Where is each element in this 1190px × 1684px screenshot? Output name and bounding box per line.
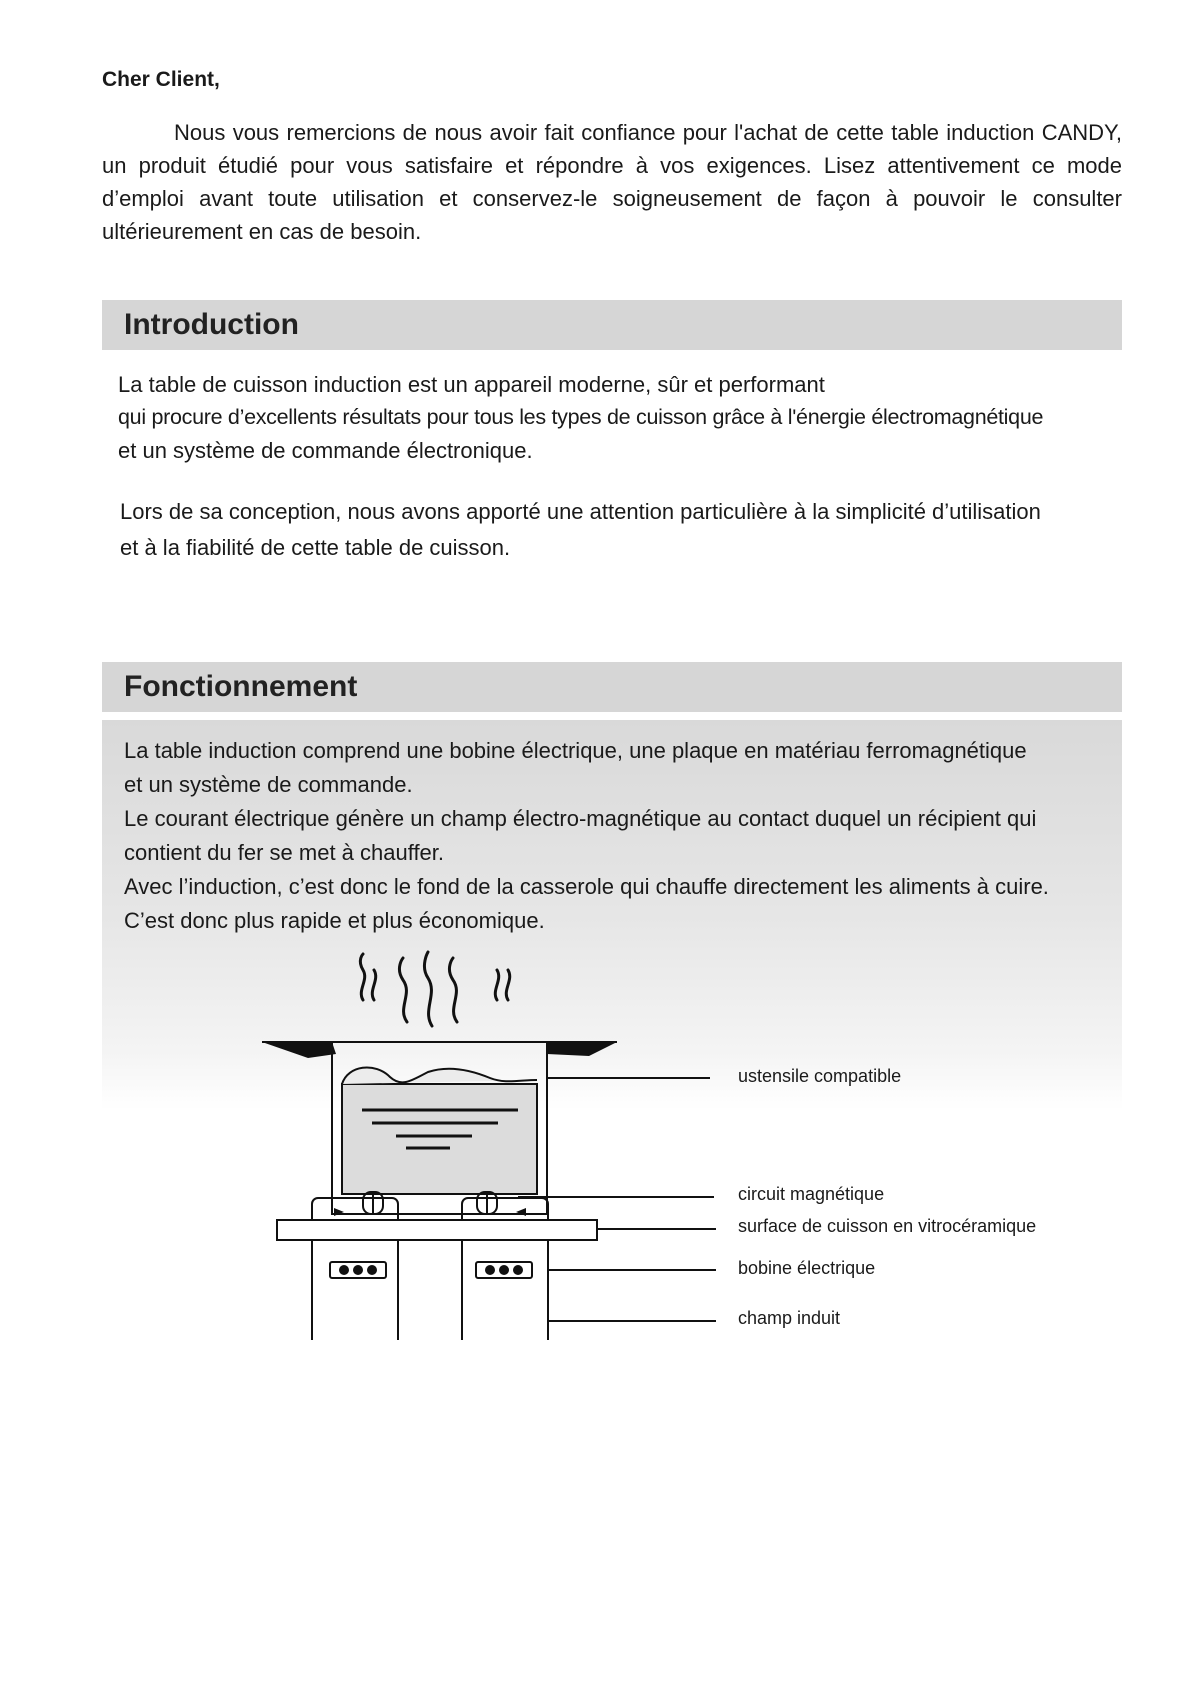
label-bobine-electrique: bobine électrique [738, 1258, 876, 1278]
introduction-paragraph-2 [120, 494, 1130, 566]
fonctionnement-line-2: et un système de commande. [124, 772, 413, 797]
introduction-title: Introduction [124, 308, 299, 341]
fonctionnement-title: Fonctionnement [124, 670, 358, 703]
introduction-line-2: qui procure d’excellents résultats pour tous les types de cuisson grâce à l'énergie électromagnétique [118, 405, 1044, 429]
fonctionnement-line-3: Le courant électrique génère un champ électro-magnétique au contact duquel un récipient qui [124, 806, 1037, 831]
label-surface-cuisson: surface de cuisson en vitrocéramique [738, 1216, 1037, 1236]
coil-dots-icon [339, 1265, 523, 1275]
label-champ-induit: champ induit [738, 1308, 841, 1328]
fonctionnement-text [124, 734, 1124, 938]
induction-diagram [250, 950, 1090, 1340]
introduction-line-3: et un système de commande électronique. [118, 438, 533, 463]
fonctionnement-line-4: contient du fer se met à chauffer. [124, 840, 445, 865]
introduction-line-1: La table de cuisson induction est un appareil moderne, sûr et performant [118, 372, 825, 397]
fonctionnement-line-5: Avec l’induction, c’est donc le fond de la casserole qui chauffe directement les aliments à cuire. [124, 874, 1049, 899]
greeting: Cher Client, [102, 68, 220, 91]
label-circuit-magnetique: circuit magnétique [738, 1184, 885, 1204]
introduction-header [102, 300, 1122, 350]
pan-icon [262, 1042, 617, 1214]
intro-paragraph: Nous vous remercions de nous avoir fait confiance pour l'achat de cette table induction CANDY, un produit étudié pour vous satisfaire et répondre à vos exigences. Lisez attentivement ce mode d’emploi avant toute utilisation et conservez-le soigneusement de façon à pouvoir le consulter ultérieurement en cas de besoin. [102, 120, 1122, 244]
introduction-paragraph-1 [118, 368, 1128, 467]
label-ustensile-compatible: ustensile compatible [738, 1066, 902, 1086]
introduction-p2-line-2: et à la fiabilité de cette table de cuisson. [120, 535, 511, 560]
fonctionnement-header [102, 662, 1122, 712]
fonctionnement-line-6: C’est donc plus rapide et plus économique. [124, 908, 545, 933]
introduction-p2-line-1: Lors de sa conception, nous avons apporté une attention particulière à la simplicité d’utilisation [120, 499, 1041, 524]
steam-icon [360, 952, 509, 1026]
fonctionnement-line-1: La table induction comprend une bobine électrique, une plaque en matériau ferromagnétique [124, 738, 1027, 763]
